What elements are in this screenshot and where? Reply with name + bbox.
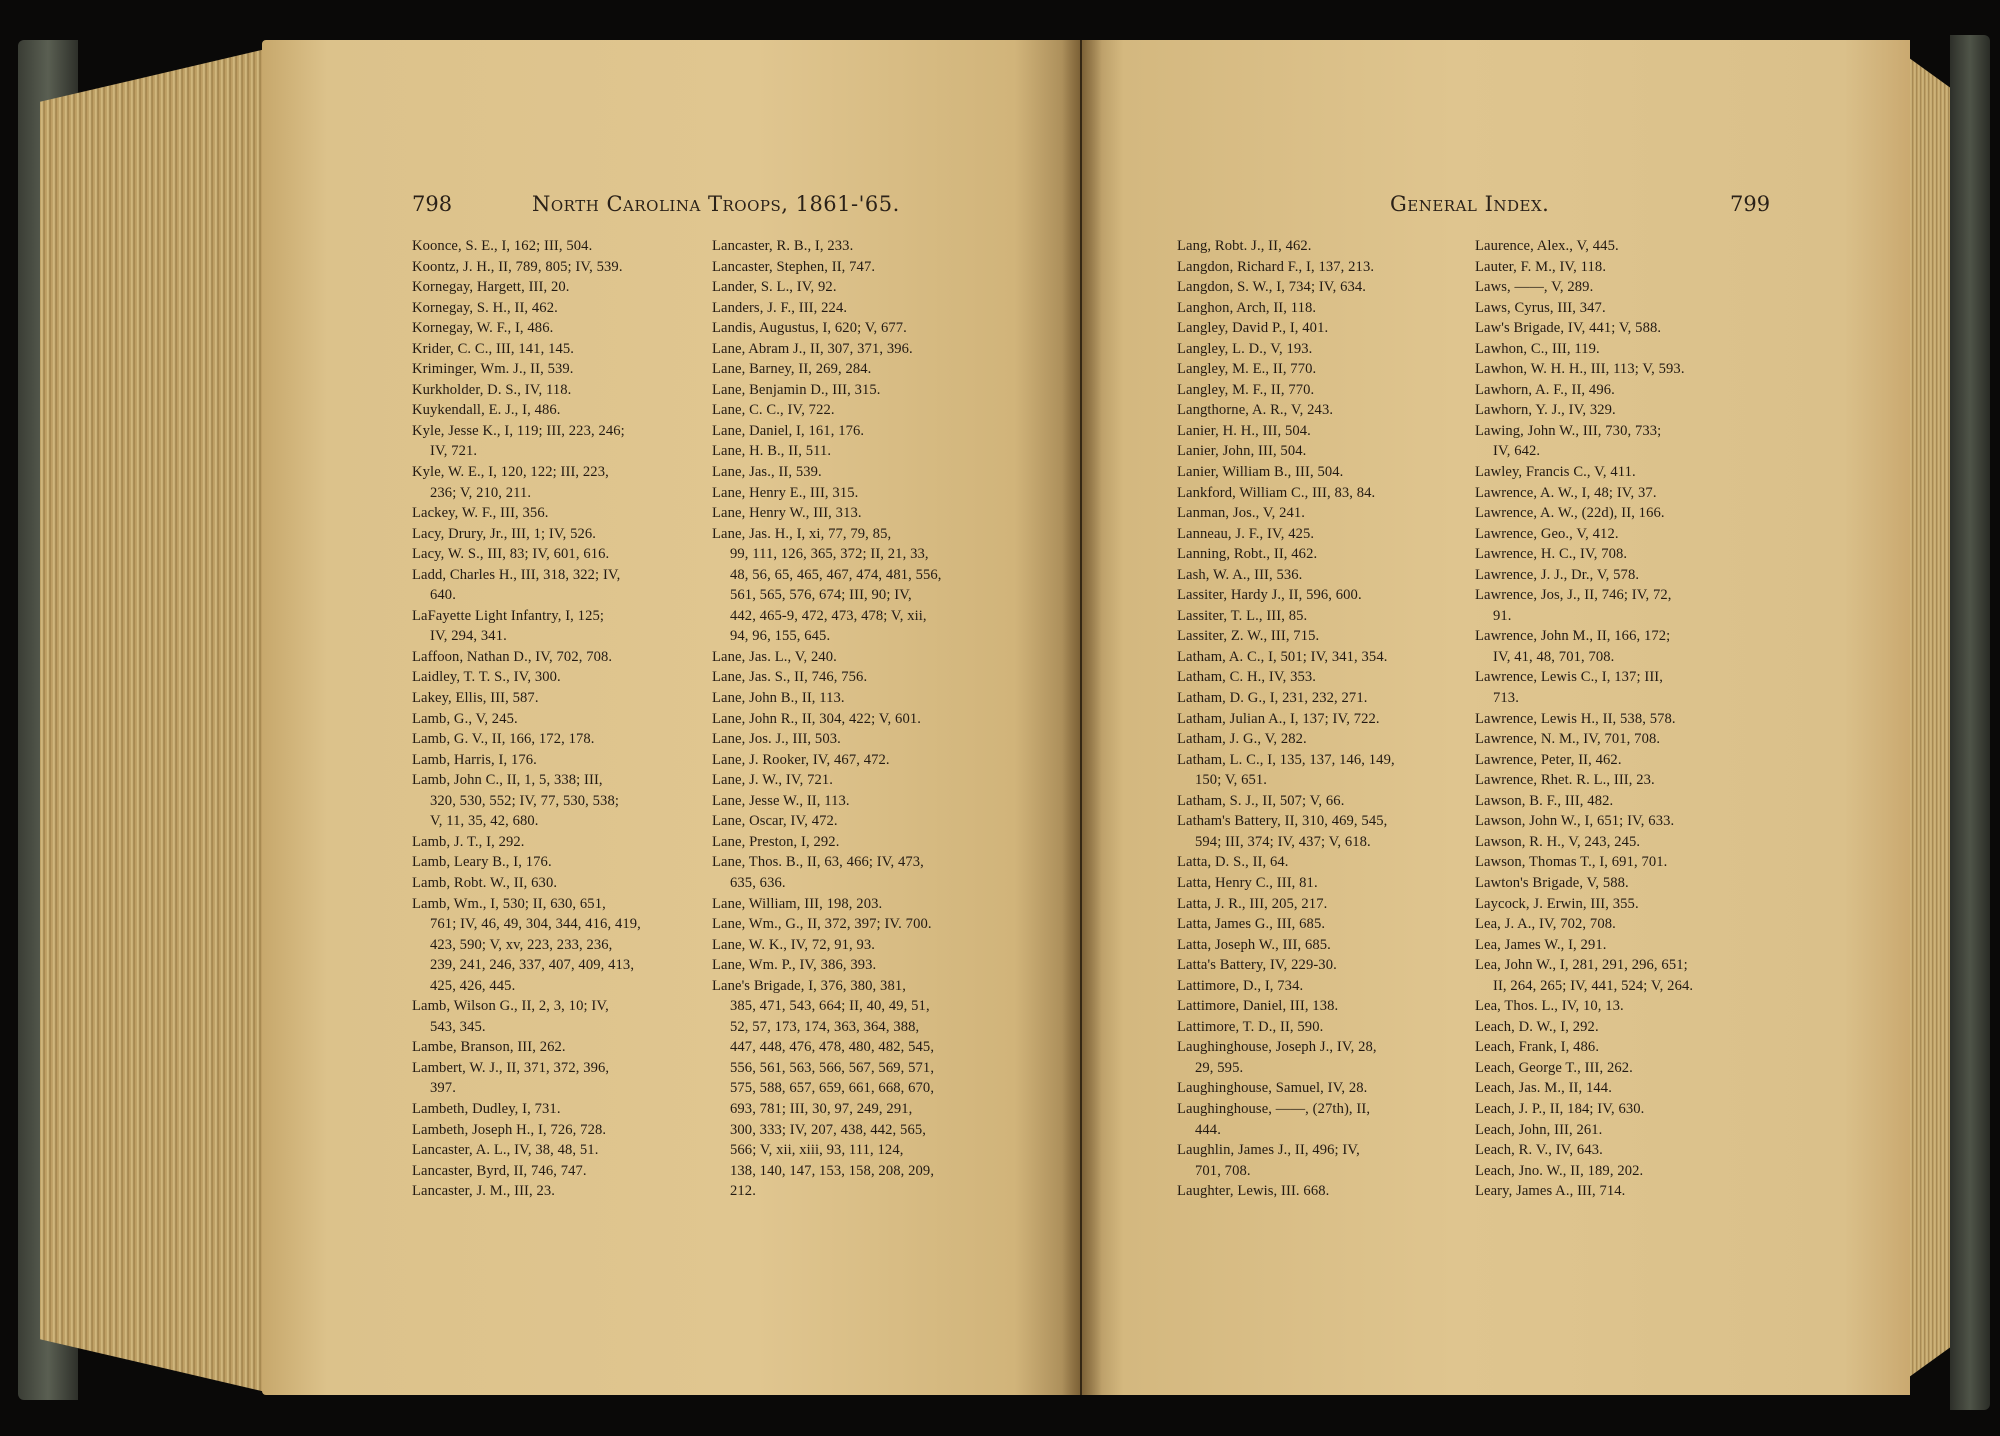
- index-entry: Lane, Barney, II, 269, 284.: [712, 361, 872, 378]
- index-entry: Kyle, Jesse K., I, 119; III, 223, 246;: [412, 422, 625, 439]
- index-entry: Lawrence, John M., II, 166, 172;: [1475, 628, 1671, 645]
- index-entry: Lawrence, Rhet. R. L., III, 23.: [1475, 772, 1655, 789]
- index-entry: Lamb, Leary B., I, 176.: [412, 854, 552, 871]
- index-entry: Laughinghouse, ——, (27th), II,: [1177, 1100, 1371, 1117]
- index-entry: Laffoon, Nathan D., IV, 702, 708.: [412, 648, 613, 665]
- index-entry: Langley, L. D., V, 193.: [1177, 340, 1313, 357]
- index-entry: Lane, William, III, 198, 203.: [712, 895, 883, 912]
- index-entry: Lawrence, H. C., IV, 708.: [1475, 546, 1628, 563]
- index-entry: Lawing, John W., III, 730, 733;: [1475, 422, 1662, 439]
- index-entry: Leach, R. V., IV, 643.: [1475, 1142, 1603, 1159]
- index-entry: Lane, C. C., IV, 722.: [712, 402, 835, 419]
- index-entry: Lankford, William C., III, 83, 84.: [1177, 484, 1376, 501]
- index-entry: Leach, Frank, I, 486.: [1475, 1039, 1600, 1056]
- right-cover-board: [1950, 35, 1990, 1410]
- index-entry: Lane, Jos. J., III, 503.: [712, 731, 841, 748]
- index-entry: 561, 565, 576, 674; III, 90; IV,: [730, 587, 912, 604]
- index-entry: Lancaster, R. B., I, 233.: [712, 238, 854, 254]
- index-entry: 138, 140, 147, 153, 158, 208, 209,: [730, 1162, 935, 1179]
- index-entry: Lawrence, Lewis C., I, 137; III,: [1475, 669, 1663, 686]
- index-entry: Krider, C. C., III, 141, 145.: [412, 340, 575, 357]
- index-entry: Lane, H. B., II, 511.: [712, 443, 832, 460]
- index-entry: 29, 595.: [1195, 1059, 1244, 1076]
- index-entry: Latta, D. S., II, 64.: [1177, 854, 1289, 871]
- index-entry: Kuykendall, E. J., I, 486.: [412, 402, 561, 419]
- index-entry: Latta, Henry C., III, 81.: [1177, 874, 1318, 891]
- index-entry: Lamb, J. T., I, 292.: [412, 833, 525, 850]
- left-page-column-1: [412, 236, 712, 1202]
- left-running-title: North Carolina Troops, 1861-'65.: [532, 192, 900, 216]
- index-entry: Lane, Jesse W., II, 113.: [712, 792, 850, 809]
- index-entry: Lambert, W. J., II, 371, 372, 396,: [412, 1059, 610, 1076]
- index-entry: Lamb, Robt. W., II, 630.: [412, 874, 558, 891]
- index-entry: Lanier, John, III, 504.: [1177, 443, 1307, 460]
- index-entry: Lancaster, J. M., III, 23.: [412, 1183, 556, 1200]
- right-page-column-2: [1475, 236, 1775, 1202]
- index-entry: Lane, Wm. P., IV, 386, 393.: [712, 957, 877, 974]
- index-entry: Lander, S. L., IV, 92.: [712, 279, 837, 296]
- index-entry: Lattimore, Daniel, III, 138.: [1177, 998, 1339, 1015]
- index-entry: Leach, John, III, 261.: [1475, 1121, 1603, 1138]
- index-entry: Lawley, Francis C., V, 411.: [1475, 464, 1636, 481]
- index-entry: 150; V, 651.: [1195, 772, 1268, 789]
- index-entry: Langley, David P., I, 401.: [1177, 320, 1329, 337]
- index-entry: Lawrence, Jos, J., II, 746; IV, 72,: [1475, 587, 1672, 604]
- index-entry: Lang, Robt. J., II, 462.: [1177, 238, 1312, 254]
- index-entry: Lawhorn, A. F., II, 496.: [1475, 381, 1615, 398]
- right-running-title: General Index.: [1390, 192, 1550, 216]
- index-entry: Lane, Thos. B., II, 63, 466; IV, 473,: [712, 854, 924, 871]
- index-entry: Koontz, J. H., II, 789, 805; IV, 539.: [412, 258, 623, 275]
- index-entry: 397.: [430, 1080, 456, 1097]
- index-entry: Leach, Jas. M., II, 144.: [1475, 1080, 1612, 1097]
- index-entry: Lancaster, Byrd, II, 746, 747.: [412, 1162, 587, 1179]
- index-entry: Latta, James G., III, 685.: [1177, 916, 1326, 933]
- index-entry: Langley, M. E., II, 770.: [1177, 361, 1317, 378]
- index-entry: Latham, S. J., II, 507; V, 66.: [1177, 792, 1345, 809]
- left-page-edges: [40, 48, 270, 1393]
- index-entry: Leach, Jno. W., II, 189, 202.: [1475, 1162, 1644, 1179]
- index-entry: Lanier, H. H., III, 504.: [1177, 422, 1311, 439]
- left-page-column-2: [712, 236, 1012, 1202]
- index-entry: Lane, Oscar, IV, 472.: [712, 813, 838, 830]
- index-entry: Leary, James A., III, 714.: [1475, 1183, 1626, 1200]
- index-entry: Koonce, S. E., I, 162; III, 504.: [412, 238, 593, 254]
- index-entry: Latta, J. R., III, 205, 217.: [1177, 895, 1328, 912]
- index-entry: Lacy, Drury, Jr., III, 1; IV, 526.: [412, 525, 597, 542]
- index-entry: Lea, John W., I, 281, 291, 296, 651;: [1475, 957, 1688, 974]
- index-entry: Ladd, Charles H., III, 318, 322; IV,: [412, 566, 621, 583]
- index-entry: Lane, Jas. H., I, xi, 77, 79, 85,: [712, 525, 892, 542]
- index-entry: Latham, L. C., I, 135, 137, 146, 149,: [1177, 751, 1395, 768]
- index-entry: 543, 345.: [430, 1018, 486, 1035]
- index-entry: Kornegay, W. F., I, 486.: [412, 320, 554, 337]
- index-entry: Lawson, John W., I, 651; IV, 633.: [1475, 813, 1675, 830]
- index-entry: Lattimore, T. D., II, 590.: [1177, 1018, 1324, 1035]
- index-entry: Lackey, W. F., III, 356.: [412, 505, 549, 522]
- index-entry: Lane, Henry W., III, 313.: [712, 505, 862, 522]
- index-entry: Leach, D. W., I, 292.: [1475, 1018, 1599, 1035]
- index-entry: 442, 465-9, 472, 473, 478; V, xii,: [730, 607, 927, 624]
- index-entry: Lawrence, J. J., Dr., V, 578.: [1475, 566, 1640, 583]
- index-entry: Lassiter, Hardy J., II, 596, 600.: [1177, 587, 1362, 604]
- index-entry: Lane, Henry E., III, 315.: [712, 484, 859, 501]
- index-entry: Latham, A. C., I, 501; IV, 341, 354.: [1177, 648, 1388, 665]
- index-entry: Laidley, T. T. S., IV, 300.: [412, 669, 561, 686]
- index-entry: Lanneau, J. F., IV, 425.: [1177, 525, 1315, 542]
- index-entry: Lane, W. K., IV, 72, 91, 93.: [712, 936, 876, 953]
- index-entry: IV, 294, 341.: [430, 628, 507, 645]
- index-entry: Lane, John R., II, 304, 422; V, 601.: [712, 710, 921, 727]
- index-entry: Law's Brigade, IV, 441; V, 588.: [1475, 320, 1662, 337]
- index-entry: 640.: [430, 587, 456, 604]
- index-entry: II, 264, 265; IV, 441, 524; V, 264.: [1493, 977, 1694, 994]
- index-entry: Latham, C. H., IV, 353.: [1177, 669, 1317, 686]
- index-entry: Latham, D. G., I, 231, 232, 271.: [1177, 690, 1368, 707]
- index-entry: Laycock, J. Erwin, III, 355.: [1475, 895, 1639, 912]
- index-entry: 425, 426, 445.: [430, 977, 516, 994]
- index-entry: Lawhon, C., III, 119.: [1475, 340, 1600, 357]
- index-entry: Latta, Joseph W., III, 685.: [1177, 936, 1331, 953]
- index-entry: Lambeth, Dudley, I, 731.: [412, 1100, 561, 1117]
- index-entry: IV, 721.: [430, 443, 478, 460]
- index-entry: Lamb, G., V, 245.: [412, 710, 518, 727]
- index-entry: Lanning, Robt., II, 462.: [1177, 546, 1318, 563]
- index-entry: Lane, J. Rooker, IV, 467, 472.: [712, 751, 890, 768]
- index-entry: Lane's Brigade, I, 376, 380, 381,: [712, 977, 906, 994]
- right-page-column-1: [1177, 236, 1477, 1202]
- index-entry: Laughinghouse, Samuel, IV, 28.: [1177, 1080, 1368, 1097]
- index-entry: Lawrence, N. M., IV, 701, 708.: [1475, 731, 1661, 748]
- index-entry: Lawrence, A. W., (22d), II, 166.: [1475, 505, 1665, 522]
- index-entry: 300, 333; IV, 207, 438, 442, 565,: [730, 1121, 926, 1138]
- index-entry: Landis, Augustus, I, 620; V, 677.: [712, 320, 907, 337]
- index-entry: Laughter, Lewis, III. 668.: [1177, 1183, 1330, 1200]
- index-entry: Kornegay, S. H., II, 462.: [412, 299, 558, 316]
- index-entry: 594; III, 374; IV, 437; V, 618.: [1195, 833, 1371, 850]
- index-entry: 575, 588, 657, 659, 661, 668, 670,: [730, 1080, 935, 1097]
- index-entry: Langley, M. F., II, 770.: [1177, 381, 1315, 398]
- index-entry: Latta's Battery, IV, 229-30.: [1177, 957, 1337, 974]
- index-entry: Latham, Julian A., I, 137; IV, 722.: [1177, 710, 1380, 727]
- index-entry: Lattimore, D., I, 734.: [1177, 977, 1304, 994]
- index-entry: Lanman, Jos., V, 241.: [1177, 505, 1306, 522]
- index-entry: Lauter, F. M., IV, 118.: [1475, 258, 1607, 275]
- index-entry: Lanier, William B., III, 504.: [1177, 464, 1344, 481]
- index-entry: Lane, Jas. S., II, 746, 756.: [712, 669, 868, 686]
- index-entry: Lawrence, Peter, II, 462.: [1475, 751, 1622, 768]
- index-entry: Lamb, G. V., II, 166, 172, 178.: [412, 731, 595, 748]
- index-entry: 94, 96, 155, 645.: [730, 628, 831, 645]
- index-entry: Laurence, Alex., V, 445.: [1475, 238, 1619, 254]
- index-entry: Lancaster, Stephen, II, 747.: [712, 258, 876, 275]
- index-entry: 556, 561, 563, 566, 567, 569, 571,: [730, 1059, 935, 1076]
- index-entry: LaFayette Light Infantry, I, 125;: [412, 607, 605, 624]
- index-entry: 91.: [1493, 607, 1512, 624]
- index-entry: Lea, James W., I, 291.: [1475, 936, 1607, 953]
- index-entry: Langthorne, A. R., V, 243.: [1177, 402, 1334, 419]
- index-entry: Lamb, Harris, I, 176.: [412, 751, 537, 768]
- index-entry: Lassiter, Z. W., III, 715.: [1177, 628, 1320, 645]
- index-entry: 48, 56, 65, 465, 467, 474, 481, 556,: [730, 566, 942, 583]
- index-entry: 423, 590; V, xv, 223, 233, 236,: [430, 936, 613, 953]
- index-entry: Leach, J. P., II, 184; IV, 630.: [1475, 1100, 1645, 1117]
- index-entry: Lane, Wm., G., II, 372, 397; IV. 700.: [712, 916, 932, 933]
- index-entry: Lawton's Brigade, V, 588.: [1475, 874, 1629, 891]
- index-entry: 99, 111, 126, 365, 372; II, 21, 33,: [730, 546, 929, 563]
- book-gutter: [1062, 40, 1102, 1395]
- index-entry: Lane, Jas., II, 539.: [712, 464, 822, 481]
- index-entry: Lawson, R. H., V, 243, 245.: [1475, 833, 1641, 850]
- index-entry: Lawhorn, Y. J., IV, 329.: [1475, 402, 1616, 419]
- index-entry: Lea, Thos. L., IV, 10, 13.: [1475, 998, 1624, 1015]
- index-entry: Lane, Jas. L., V, 240.: [712, 648, 837, 665]
- index-entry: 761; IV, 46, 49, 304, 344, 416, 419,: [430, 916, 641, 933]
- index-entry: Leach, George T., III, 262.: [1475, 1059, 1633, 1076]
- index-entry: 713.: [1493, 690, 1519, 707]
- left-page-number: 798: [412, 192, 453, 216]
- index-entry: Latham's Battery, II, 310, 469, 545,: [1177, 813, 1388, 830]
- index-entry: 447, 448, 476, 478, 480, 482, 545,: [730, 1039, 935, 1056]
- index-entry: Kriminger, Wm. J., II, 539.: [412, 361, 574, 378]
- index-entry: Lane, J. W., IV, 721.: [712, 772, 834, 789]
- index-entry: Lawrence, Lewis H., II, 538, 578.: [1475, 710, 1676, 727]
- index-entry: Lamb, John C., II, 1, 5, 338; III,: [412, 772, 603, 789]
- index-entry: 236; V, 210, 211.: [430, 484, 532, 501]
- index-entry: 444.: [1195, 1121, 1221, 1138]
- index-entry: Langhon, Arch, II, 118.: [1177, 299, 1317, 316]
- index-entry: Latham, J. G., V, 282.: [1177, 731, 1307, 748]
- index-entry: Lea, J. A., IV, 702, 708.: [1475, 916, 1616, 933]
- index-entry: Lawson, Thomas T., I, 691, 701.: [1475, 854, 1668, 871]
- index-entry: Lawson, B. F., III, 482.: [1475, 792, 1614, 809]
- index-entry: V, 11, 35, 42, 680.: [430, 813, 539, 830]
- index-entry: Laws, ——, V, 289.: [1475, 279, 1594, 296]
- index-entry: Lamb, Wilson G., II, 2, 3, 10; IV,: [412, 998, 609, 1015]
- index-entry: 693, 781; III, 30, 97, 249, 291,: [730, 1100, 913, 1117]
- index-entry: IV, 642.: [1493, 443, 1541, 460]
- index-entry: Kornegay, Hargett, III, 20.: [412, 279, 570, 296]
- index-entry: 566; V, xii, xiii, 93, 111, 124,: [730, 1142, 904, 1159]
- index-entry: Lane, Preston, I, 292.: [712, 833, 840, 850]
- index-entry: Lane, John B., II, 113.: [712, 690, 845, 707]
- right-page-number: 799: [1730, 192, 1771, 216]
- index-entry: Laws, Cyrus, III, 347.: [1475, 299, 1606, 316]
- index-entry: Lassiter, T. L., III, 85.: [1177, 607, 1308, 624]
- index-entry: Landers, J. F., III, 224.: [712, 299, 848, 316]
- index-entry: Lawrence, Geo., V, 412.: [1475, 525, 1619, 542]
- index-entry: Lawrence, A. W., I, 48; IV, 37.: [1475, 484, 1657, 501]
- index-entry: Lane, Benjamin D., III, 315.: [712, 381, 881, 398]
- index-entry: Kurkholder, D. S., IV, 118.: [412, 381, 572, 398]
- index-entry: Laughlin, James J., II, 496; IV,: [1177, 1142, 1360, 1159]
- index-entry: Laughinghouse, Joseph J., IV, 28,: [1177, 1039, 1377, 1056]
- index-entry: 320, 530, 552; IV, 77, 530, 538;: [430, 792, 620, 809]
- index-entry: Lakey, Ellis, III, 587.: [412, 690, 539, 707]
- index-entry: Lambe, Branson, III, 262.: [412, 1039, 566, 1056]
- index-entry: Lamb, Wm., I, 530; II, 630, 651,: [412, 895, 606, 912]
- index-entry: Lancaster, A. L., IV, 38, 48, 51.: [412, 1142, 599, 1159]
- index-entry: Langdon, Richard F., I, 137, 213.: [1177, 258, 1375, 275]
- index-entry: Langdon, S. W., I, 734; IV, 634.: [1177, 279, 1367, 296]
- index-entry: 239, 241, 246, 337, 407, 409, 413,: [430, 957, 635, 974]
- index-entry: 701, 708.: [1195, 1162, 1251, 1179]
- index-entry: Lawhon, W. H. H., III, 113; V, 593.: [1475, 361, 1685, 378]
- index-entry: 635, 636.: [730, 874, 786, 891]
- index-entry: 212.: [730, 1183, 756, 1200]
- index-entry: IV, 41, 48, 701, 708.: [1493, 648, 1615, 665]
- index-entry: Lash, W. A., III, 536.: [1177, 566, 1303, 583]
- index-entry: Lambeth, Joseph H., I, 726, 728.: [412, 1121, 607, 1138]
- index-entry: Lane, Abram J., II, 307, 371, 396.: [712, 340, 913, 357]
- index-entry: Lane, Daniel, I, 161, 176.: [712, 422, 865, 439]
- index-entry: Lacy, W. S., III, 83; IV, 601, 616.: [412, 546, 610, 563]
- index-entry: Kyle, W. E., I, 120, 122; III, 223,: [412, 464, 609, 481]
- index-entry: 52, 57, 173, 174, 363, 364, 388,: [730, 1018, 920, 1035]
- index-entry: 385, 471, 543, 664; II, 40, 49, 51,: [730, 998, 930, 1015]
